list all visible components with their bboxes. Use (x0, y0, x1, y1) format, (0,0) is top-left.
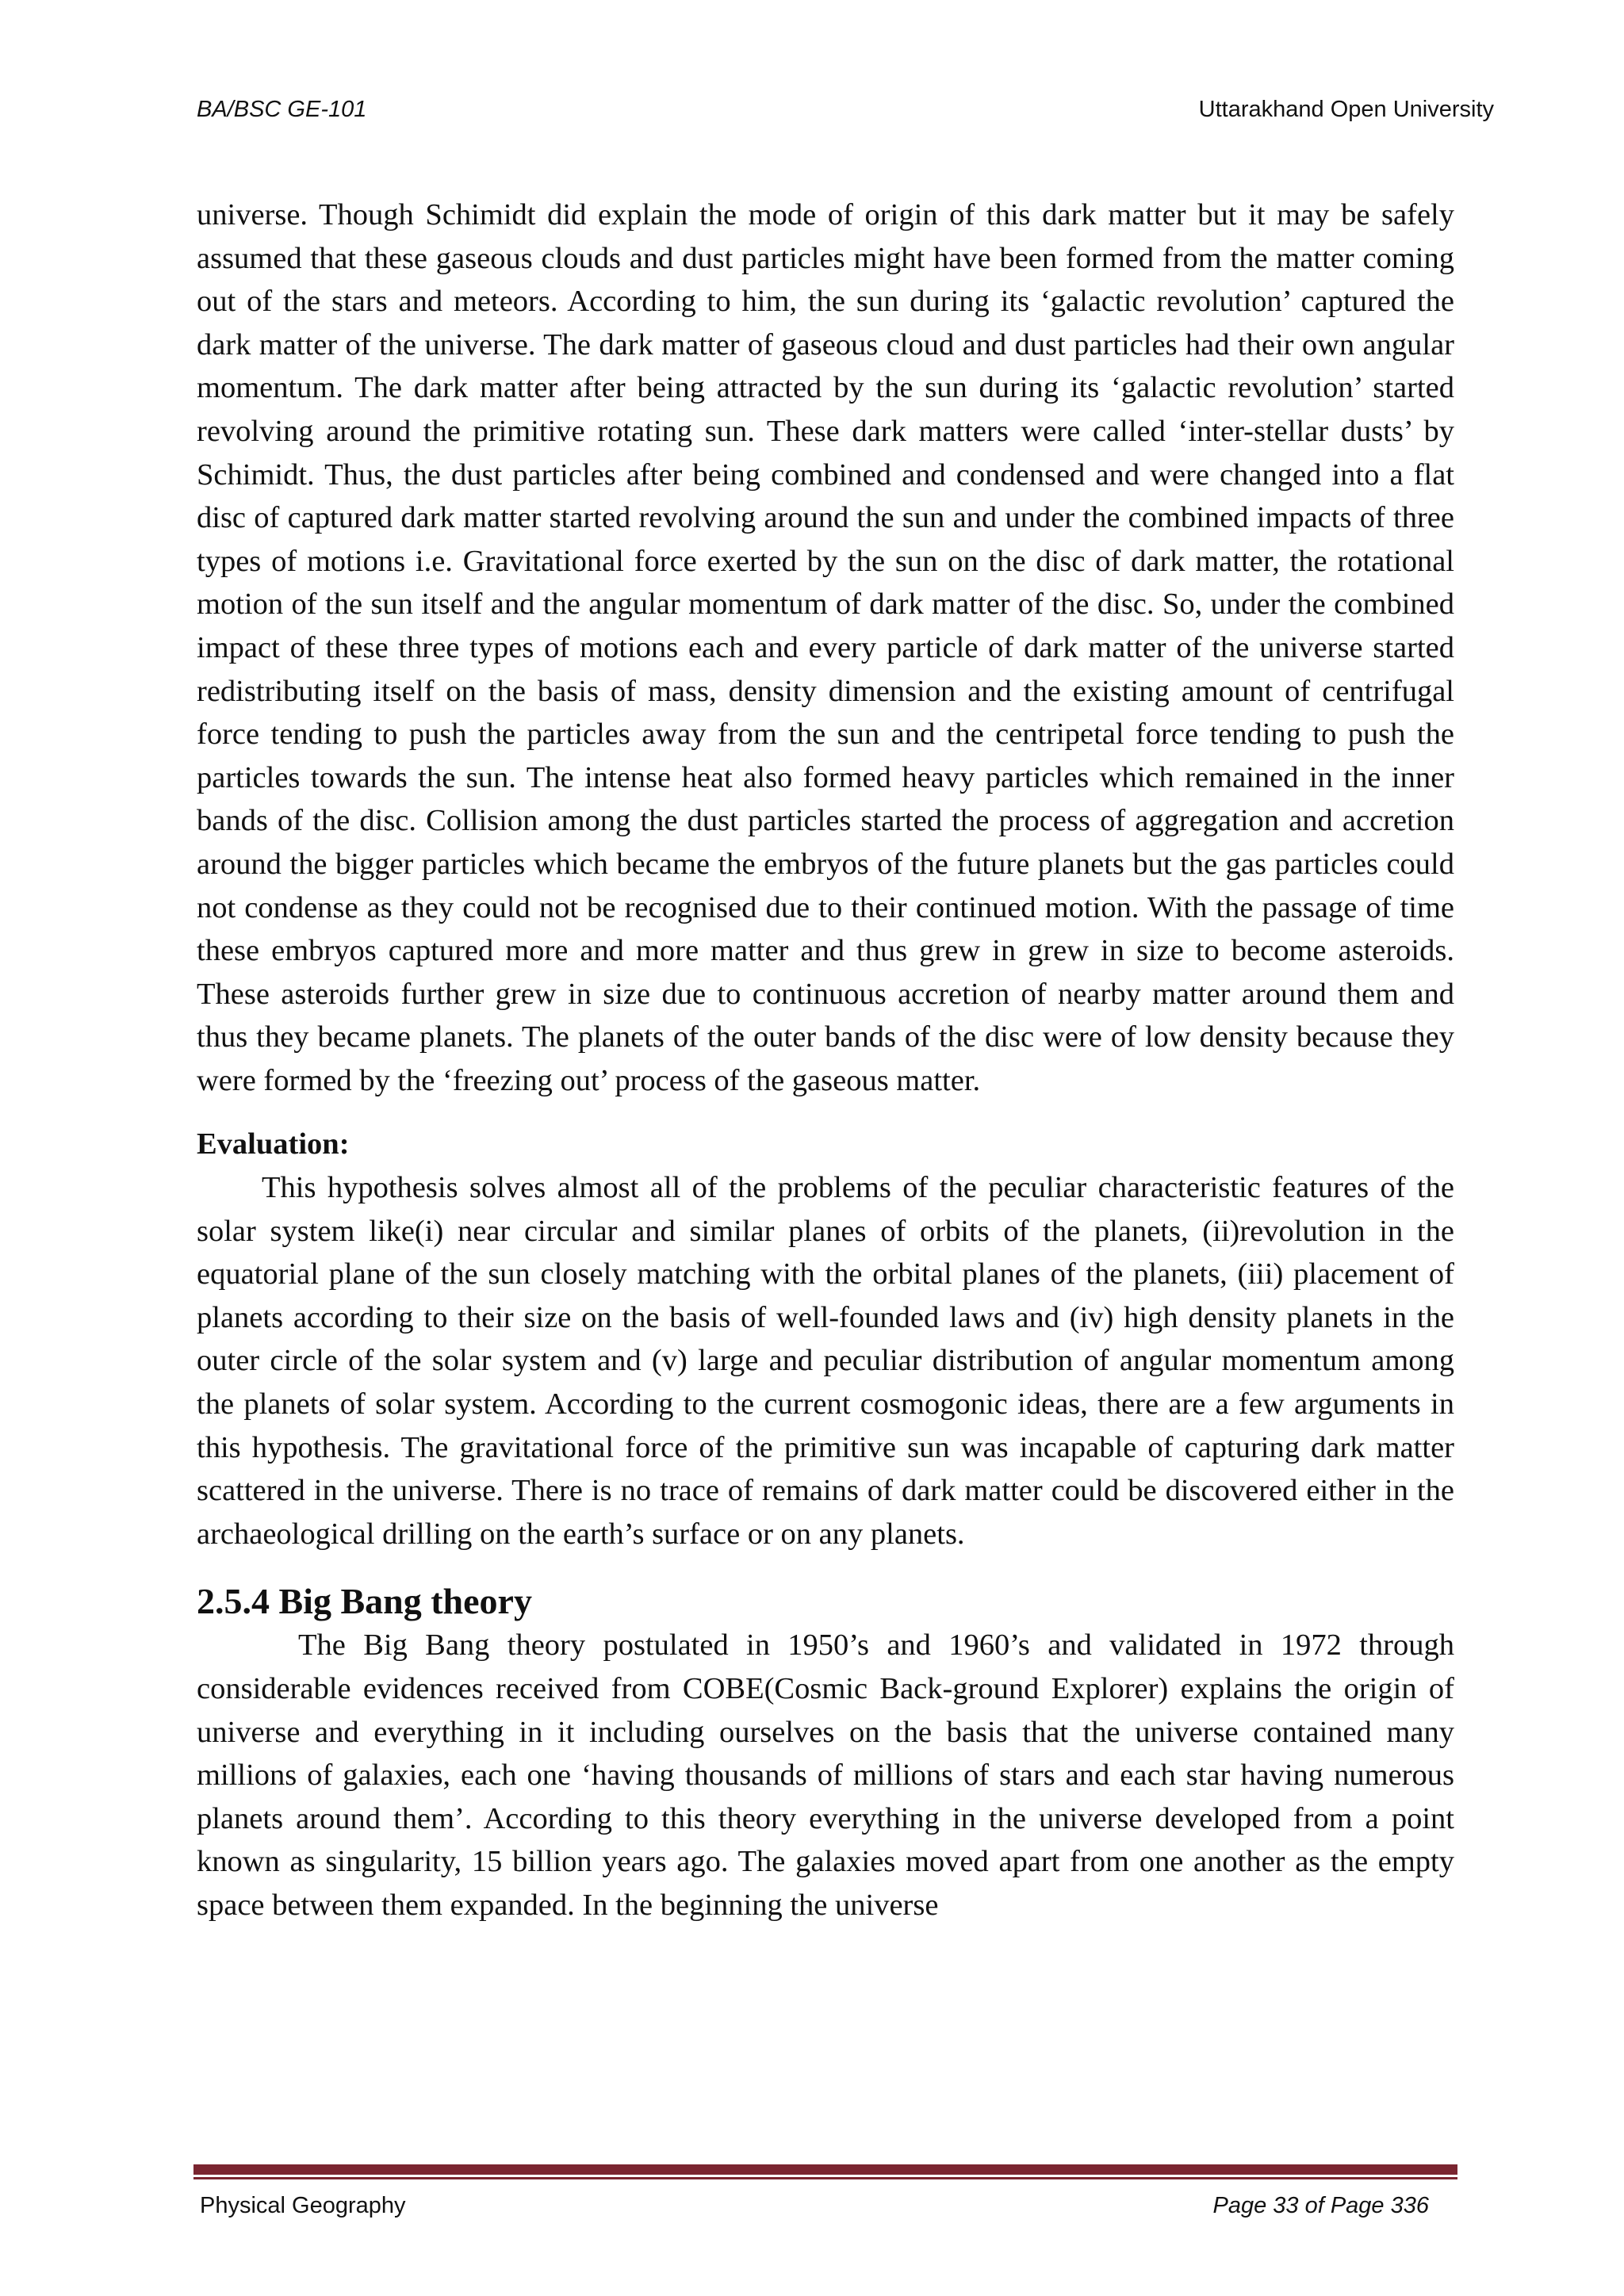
body-paragraph-1: universe. Though Schimidt did explain the mode of origin of this dark matter but it may be safely assumed that these gaseous clouds and dust particles might have been formed from the matter coming out of the stars and meteors. According to him, the sun during its ‘galactic revolution’ captured the dark matter of the universe. The dark matter of gaseous cloud and dust particles had their own angular momentum. The dark matter after being attracted by the sun during its ‘galactic revolution’ started revolving around the primitive rotating sun. These dark matters were called ‘inter-stellar dusts’ by Schimidt. Thus, the dust particles after being combined and condensed and were changed into a flat disc of captured dark matter started revolving around the sun and under the combined impacts of three types of motions i.e. Gravitational force exerted by the sun on the disc of dark matter, the rotational motion of the sun itself and the angular momentum of dark matter of the disc. So, under the combined impact of these three types of motions each and every particle of dark matter of the universe started redistributing itself on the basis of mass, density dimension and the existing amount of centrifugal force tending to push the particles away from the sun and the centripetal force tending to push the particles towards the sun. The intense heat also formed heavy particles which remained in the inner bands of the disc. Collision among the dust particles started the process of aggregation and accretion around the bigger particles which became the embryos of the future planets but the gas particles could not condense as they could not be recognised due to their continued motion. With the passage of time these embryos captured more and more matter and thus grew in grew in size to become asteroids. These asteroids further grew in size due to continuous accretion of nearby matter around them and thus they became planets. The planets of the outer bands of the disc were of low density because they were formed by the ‘freezing out’ process of the gaseous matter. (197, 198, 1454, 1097)
evaluation-paragraph: This hypothesis solves almost all of the problems of the peculiar characteristic features of the solar system like(i) near circular and similar planes of orbits of the planets, (ii)revolution in the equatorial plane of the sun closely matching with the orbital planes of the planets, (iii) placement of planets according to their size on the basis of well-founded laws and (iv) high density planets in the outer circle of the solar system and (v) large and peculiar distribution of angular momentum among the planets of solar system. According to the current cosmogonic ideas, there are a few arguments in this hypothesis. The gravitational force of the primitive sun was incapable of capturing dark matter scattered in the universe. There is no trace of remains of dark matter could be discovered either in the archaeological drilling on the earth’s surface or on any planets. (197, 1171, 1454, 1551)
page-content (197, 193, 1454, 1927)
subject-name: Physical Geography (200, 2192, 406, 2218)
footer-rule-thin (193, 2177, 1457, 2179)
section-paragraph: The Big Bang theory postulated in 1950’s and 1960’s and validated in 1972 through considerable evidences received from COBE(Cosmic Back-ground Explorer) explains the origin of universe and everything in it including ourselves on the basis that the universe contained many millions of galaxies, each one ‘having thousands of millions of stars and each star having numerous planets around them’. According to this theory everything in the universe developed from a point known as singularity, 15 billion years ago. The galaxies moved apart from one another as the empty space between them expanded. In the beginning the universe (197, 1628, 1454, 1922)
evaluation-heading: Evaluation: (197, 1127, 350, 1161)
page-header (197, 94, 1494, 125)
section-title: 2.5.4 Big Bang theory (197, 1581, 532, 1622)
page-footer (200, 2190, 1429, 2221)
university-name: Uttarakhand Open University (1198, 96, 1494, 122)
course-code: BA/BSC GE-101 (197, 96, 367, 122)
page-number: Page 33 of Page 336 (1212, 2192, 1429, 2218)
footer-rule (193, 2164, 1457, 2175)
